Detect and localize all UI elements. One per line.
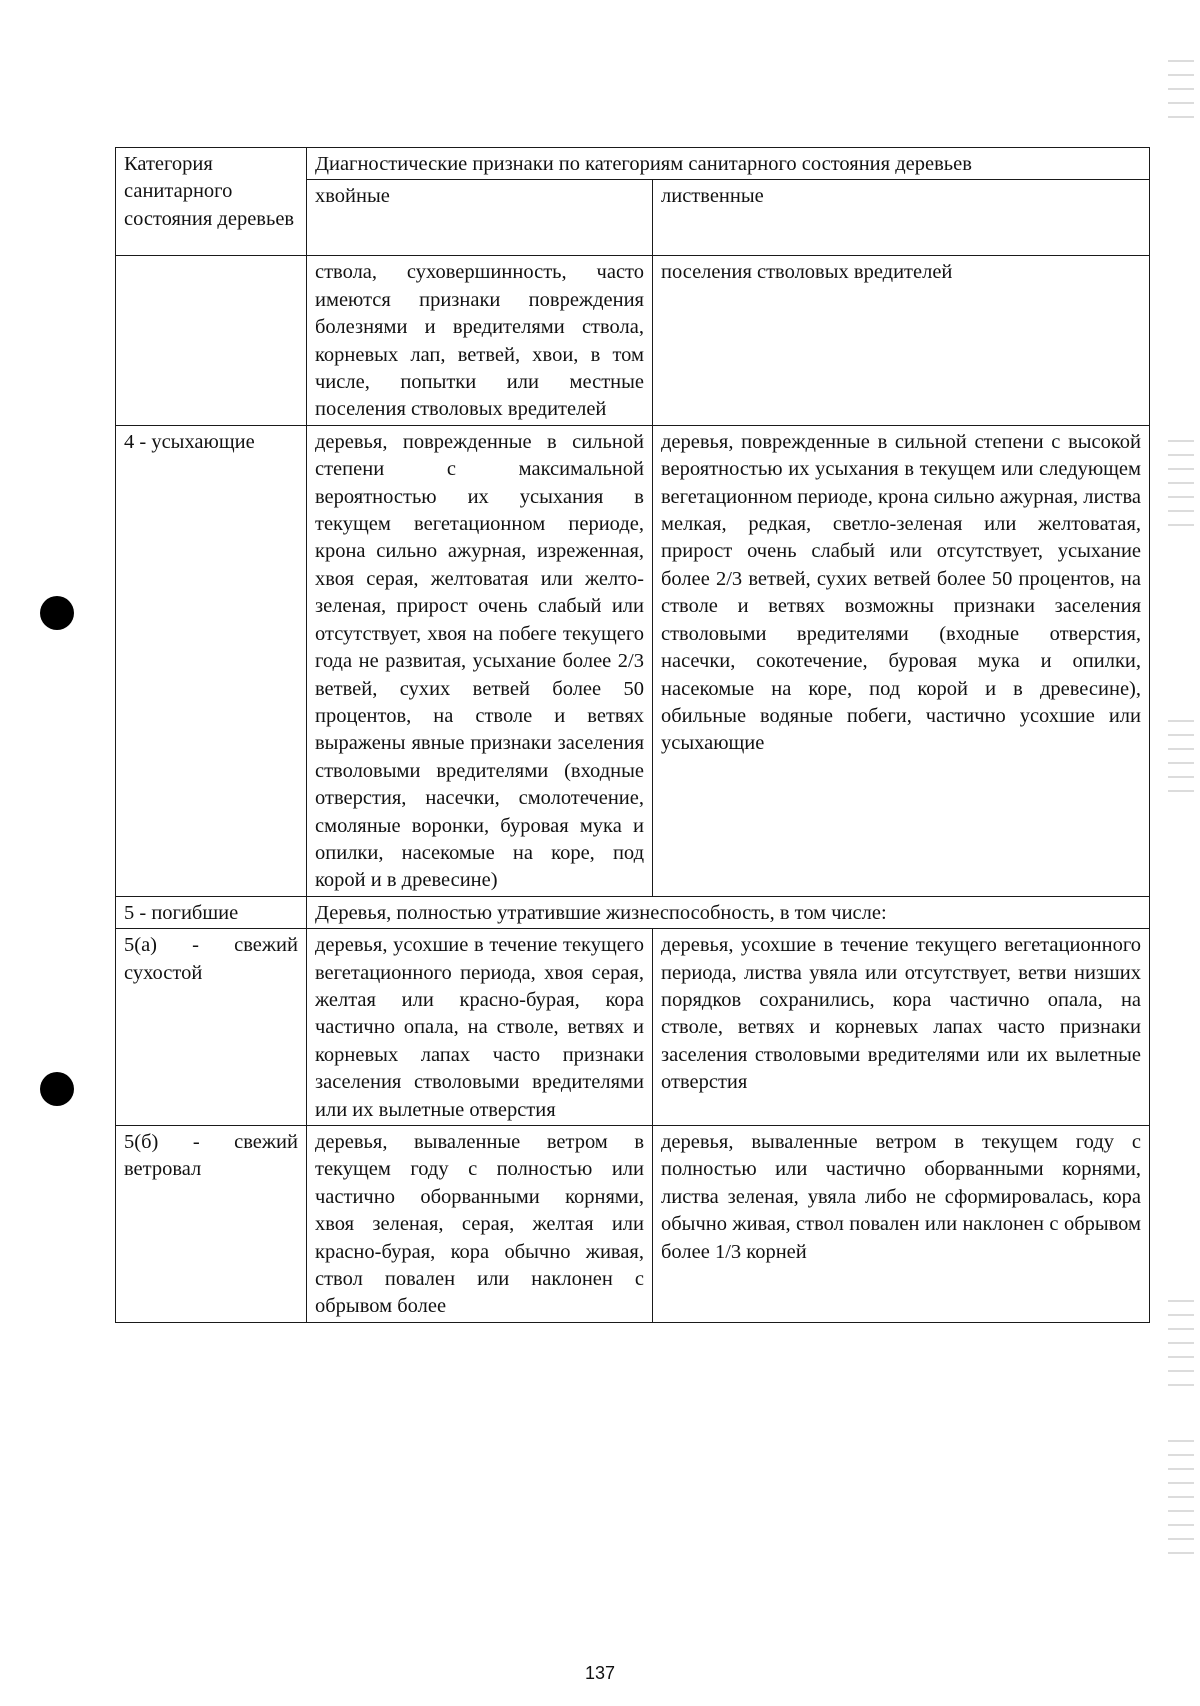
deciduous-cell (653, 929, 1150, 1126)
deciduous-text: деревья, поврежденные в сильной степени с высокой вероятностью их усыхания в текущем или следующем вегетационном периоде, крона сильно ажурная, листва мелкая, редкая, светло-зеленая или желтоватая, прирост очень слабый или отсутствует, усыхание более 2/3 ветвей, сухих ветвей более 50 процентов, на стволе и ветвях возможны признаки заселения стволовыми вредителями (входные отверстия, насечки, сокотечение, буровая мука и опилки, насекомые на коре, под корой и в древесине), обильные водяные побеги, частично усохшие или усыхающие (661, 430, 1142, 755)
table-row (116, 896, 1150, 928)
header-coniferous-cell (307, 180, 653, 256)
deciduous-text: поселения стволовых вредителей (661, 261, 953, 284)
deciduous-cell (653, 1126, 1150, 1323)
category-cell (116, 425, 307, 896)
table-row (116, 256, 1150, 425)
description-cell (307, 896, 1150, 928)
category-label: 5(б) - свежий ветровал (124, 1131, 298, 1181)
coniferous-text: ствола, суховершинность, часто имеются признаки повреждения болезнями и вредителями ствола, корневых лап, ветвей, хвои, в том числе, попытки или местные поселения стволовых вредителей (315, 261, 644, 421)
punch-hole-mark (40, 1072, 74, 1106)
coniferous-cell (307, 1126, 653, 1323)
coniferous-cell (307, 425, 653, 896)
table-row (116, 1126, 1150, 1323)
header-diagnostic-label: Диагностические признаки по категориям санитарного состояния деревьев (315, 153, 972, 175)
sanitary-category-table (115, 147, 1150, 1323)
header-category-cell (116, 148, 307, 256)
category-cell (116, 929, 307, 1126)
category-label: 5(а) - свежий сухостой (124, 934, 298, 984)
scan-edge-noise (1168, 720, 1194, 800)
scan-edge-noise (1168, 440, 1194, 530)
coniferous-text: деревья, усохшие в течение текущего вегетационного периода, хвоя серая, желтая или красно-бурая, кора частично опала, на стволе, ветвях и корневых лапах часто признаки заселения стволовыми вредителями или их вылетные отверстия (315, 934, 644, 1121)
header-coniferous-label: хвойные (315, 185, 390, 208)
description-text: Деревья, полностью утратившие жизнеспособность, в том числе: (315, 901, 887, 924)
header-deciduous-cell (653, 180, 1150, 256)
category-label: 5 - погибшие (124, 901, 239, 924)
page-number: 137 (584, 1663, 616, 1683)
coniferous-cell (307, 929, 653, 1126)
scan-edge-noise (1168, 60, 1194, 120)
scan-edge-noise (1168, 1300, 1194, 1390)
header-deciduous-label: лиственные (661, 185, 764, 208)
coniferous-text: деревья, поврежденные в сильной степени с максимальной вероятностью их усыхания в текущем вегетационном периоде, крона сильно ажурная, изреженная, хвоя серая, желтоватая или желто-зеленая, прирост очень слабый или отсутствует, хвоя на побеге текущего года не развитая, усыхание более 2/3 ветвей, сухих ветвей более 50 процентов, на стволе и ветвях выражены явные признаки заселения стволовыми вредителями (входные отверстия, насечки, смолотечение, смоляные воронки, буровая мука и опилки, насекомые на коре, под корой и в древесине) (315, 430, 644, 892)
category-cell (116, 896, 307, 928)
header-category-label: Категория санитарного состояния деревьев (124, 153, 295, 230)
coniferous-cell (307, 256, 653, 425)
scan-edge-noise (1168, 1440, 1194, 1560)
deciduous-text: деревья, усохшие в течение текущего вегетационного периода, листва увяла или отсутствует, ветви низших порядков сохранились, кора частично опала, на стволе, ветвях и корневых лапах часто признаки заселения стволовыми вредителями или их вылетные отверстия (661, 934, 1142, 1094)
table-row (116, 425, 1150, 896)
category-label: 4 - усыхающие (124, 430, 255, 453)
table-header-row (116, 148, 1150, 180)
deciduous-text: деревья, вываленные ветром в текущем году с полностью или частично оборванными корнями, листва зеленая, увяла либо не сформировалась, кора обычно живая, ствол повален или наклонен с обрывом более 1/3 корней (661, 1131, 1142, 1263)
table-row (116, 929, 1150, 1126)
coniferous-text: деревья, вываленные ветром в текущем году с полностью или частично оборванными корнями, хвоя зеленая, серая, желтая или красно-бурая, кора обычно живая, ствол повален или наклонен с обрывом более (315, 1131, 644, 1318)
header-diagnostic-cell (307, 148, 1150, 180)
deciduous-cell (653, 256, 1150, 425)
category-cell (116, 1126, 307, 1323)
deciduous-cell (653, 425, 1150, 896)
punch-hole-mark (40, 596, 74, 630)
category-cell (116, 256, 307, 425)
